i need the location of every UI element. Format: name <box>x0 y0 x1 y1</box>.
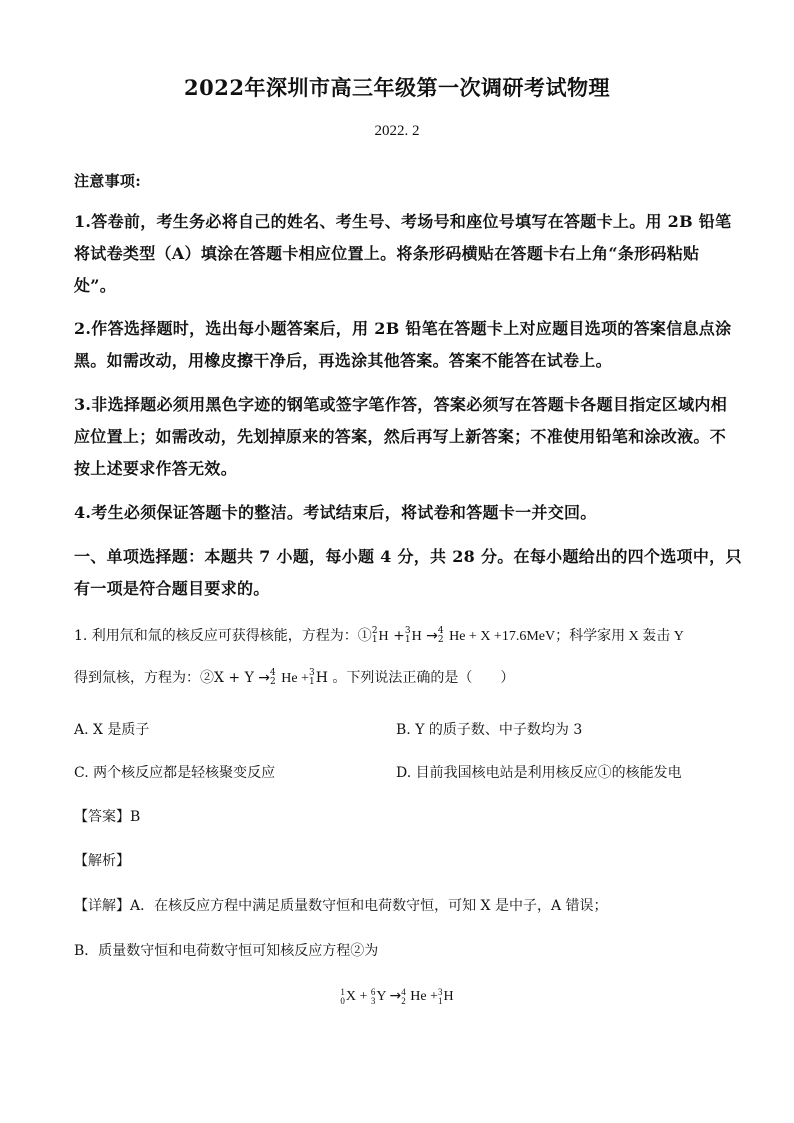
question-1-stem-line-1: 1. 利用氘和氚的核反应可获得核能，方程为：① 2 1 H + 3 1 H → 4 2 He + X +17.6MeV；科学家用 X 轰击 Y <box>74 626 684 645</box>
eq3-x: X + <box>345 989 368 1005</box>
eq1-h-1: H <box>378 629 389 644</box>
option-a: A. X 是质子 <box>74 722 150 738</box>
question-1-stem-text-a: 1. 利用氘和氚的核反应可获得核能，方程为：① <box>74 628 372 644</box>
section-heading-line-1: 一、单项选择题：本题共 7 小题，每小题 4 分，共 28 分。在每小题给出的四个选项中，只 <box>74 547 742 566</box>
notice-1-line-3: 处”。 <box>74 276 117 295</box>
eq1-h-2: H <box>411 629 422 644</box>
arrow-icon: → <box>389 988 402 1005</box>
arrow-icon: → <box>426 628 438 644</box>
equation-2: 1 0 X + 6 3 Y → 4 2 He + 3 1 H <box>340 987 454 1006</box>
notice-1-line-1: 1.答卷前，考生务必将自己的姓名、考生号、考场号和座位号填写在答题卡上。用 2B 铅笔 <box>74 212 732 231</box>
eq2-end: H 。下列说法正确的是（ ） <box>315 670 515 686</box>
eq1-tail: He + X +17.6MeV；科学家用 X 轰击 Y <box>449 629 684 644</box>
section-heading-line-2: 有一项是符合题目要求的。 <box>74 579 270 598</box>
eq2-tail: He + <box>281 671 309 686</box>
option-c: C. 两个核反应都是轻核聚变反应 <box>74 765 276 781</box>
eq3-y: Y <box>376 989 386 1005</box>
detail-line-b: B．质量数守恒和电荷数守恒可知核反应方程②为 <box>74 943 379 959</box>
question-1-stem-line-2: 得到氚核，方程为：②X + Y → 4 2 He + 3 1 H 。下列说法正确的是（ ） <box>74 668 515 687</box>
exam-date: 2022. 2 <box>374 123 420 139</box>
notice-heading: 注意事项: <box>74 172 142 190</box>
notice-2-line-1: 2.作答选择题时，选出每小题答案后，用 2B 铅笔在答题卡上对应题目选项的答案信息点涂 <box>74 319 732 338</box>
option-d: D. 目前我国核电站是利用核反应①的核能发电 <box>396 765 682 781</box>
notice-2-line-2: 黑。如需改动，用橡皮擦干净后，再选涂其他答案。答案不能答在试卷上。 <box>74 351 612 370</box>
eq3-h: H <box>443 989 454 1005</box>
arrow-icon: → <box>258 670 271 686</box>
question-1-stem-text-b: 得到氚核，方程为：②X + Y <box>74 670 254 686</box>
detail-line-a: 【详解】A．在核反应方程中满足质量数守恒和电荷数守恒，可知 X 是中子，A 错误； <box>74 898 608 914</box>
notice-4-line-1: 4.考生必须保证答题卡的整洁。考试结束后，将试卷和答题卡一并交回。 <box>74 503 597 522</box>
notice-3-line-1: 3.非选择题必须用黑色字迹的钢笔或签字笔作答，答案必须写在答题卡各题目指定区域内相 <box>74 395 728 414</box>
eq3-he: He + <box>410 989 438 1005</box>
notice-3-line-2: 应位置上；如需改动，先划掉原来的答案，然后再写上新答案；不准使用铅笔和涂改液。不 <box>74 427 727 446</box>
notice-3-line-3: 按上述要求作答无效。 <box>74 459 238 478</box>
option-b: B. Y 的质子数、中子数均为 3 <box>396 722 583 738</box>
analysis-label: 【解析】 <box>74 853 130 869</box>
answer-label: 【答案】B <box>74 809 141 825</box>
notice-1-line-2: 将试卷类型（A）填涂在答题卡相应位置上。将条形码横贴在答题卡右上角“条形码粘贴 <box>74 244 700 263</box>
page-title: 2022年深圳市高三年级第一次调研考试物理 <box>184 75 610 100</box>
